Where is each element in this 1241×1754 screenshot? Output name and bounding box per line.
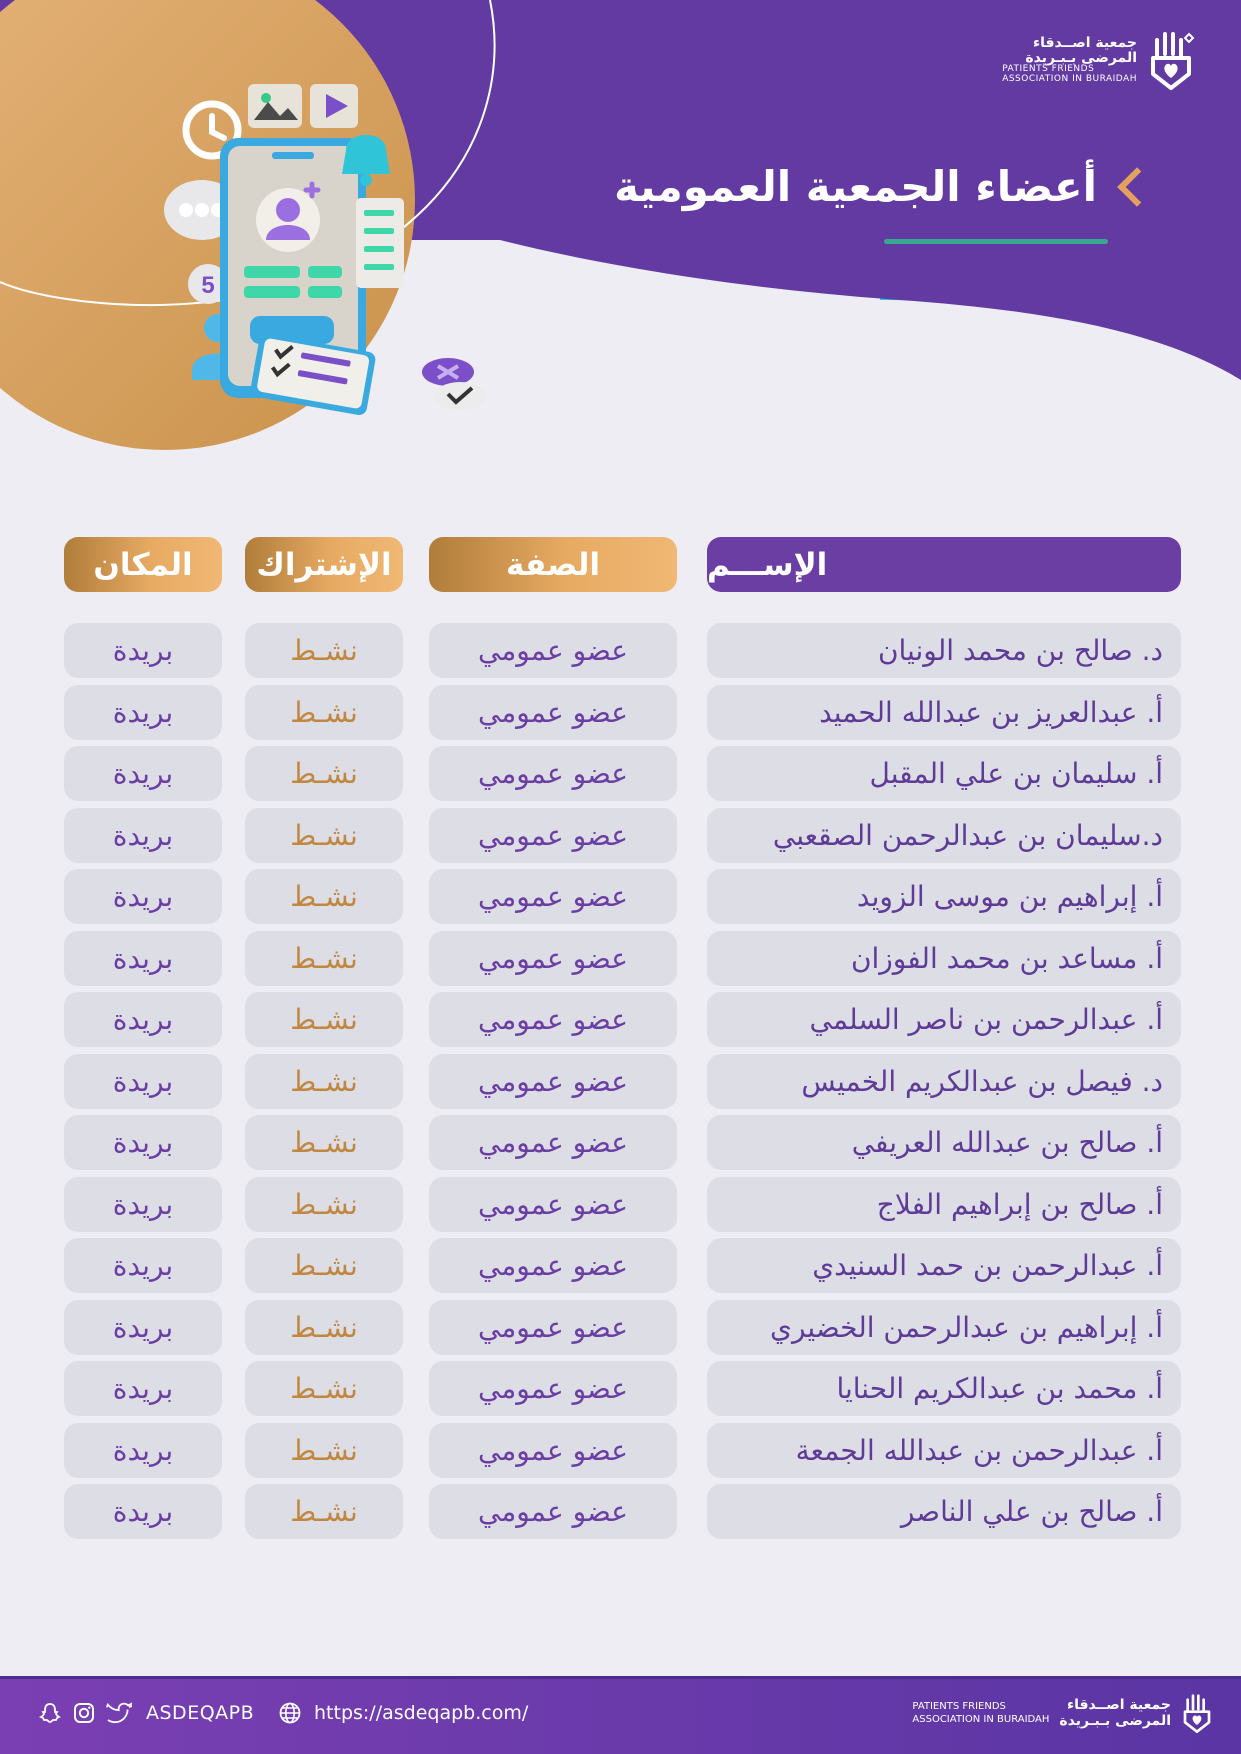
social-handle[interactable]: ASDEQAPB <box>146 1702 255 1724</box>
cell-place: بريدة <box>64 808 222 863</box>
cell-subscription: نشـط <box>245 685 403 740</box>
cell-place: بريدة <box>64 992 222 1047</box>
cell-subscription: نشـط <box>245 1361 403 1416</box>
cell-subscription: نشـط <box>245 1423 403 1478</box>
cell-role: عضو عمومي <box>429 1115 677 1170</box>
title-underline <box>884 239 1108 244</box>
cell-place: بريدة <box>64 1115 222 1170</box>
page-title-group <box>614 162 1151 211</box>
table-row <box>0 992 1241 1047</box>
table-row <box>0 1484 1241 1539</box>
website-url[interactable]: https://asdeqapb.com/ <box>314 1702 529 1724</box>
cell-name: أ. صالح بن عبدالله العريفي <box>707 1115 1181 1170</box>
cell-subscription: نشـط <box>245 1054 403 1109</box>
cell-subscription: نشـط <box>245 1238 403 1293</box>
table-row <box>0 931 1241 986</box>
table-row <box>0 623 1241 678</box>
footer-logo-ar-line1: جمعية اصــدقاء <box>1066 1696 1171 1713</box>
hand-heart-icon <box>1147 28 1195 92</box>
cell-role: عضو عمومي <box>429 1054 677 1109</box>
cell-name: أ. صالح بن علي الناصر <box>707 1484 1181 1539</box>
cell-name: أ. إبراهيم بن موسى الزويد <box>707 869 1181 924</box>
cell-role: عضو عمومي <box>429 869 677 924</box>
footer <box>0 1676 1241 1754</box>
globe-icon <box>278 1701 302 1725</box>
cell-name: أ. عبدالرحمن بن عبدالله الجمعة <box>707 1423 1181 1478</box>
cell-subscription: نشـط <box>245 1115 403 1170</box>
cell-role: عضو عمومي <box>429 1300 677 1355</box>
chevron-left-icon <box>1117 167 1157 207</box>
table-row <box>0 1115 1241 1170</box>
table-row <box>0 869 1241 924</box>
cell-role: عضو عمومي <box>429 1177 677 1232</box>
logo-name-en-line2: ASSOCIATION IN BURAIDAH <box>1002 73 1137 84</box>
cell-place: بريدة <box>64 869 222 924</box>
cell-place: بريدة <box>64 1054 222 1109</box>
twitter-icon[interactable] <box>106 1701 132 1725</box>
cell-name: أ. سليمان بن علي المقبل <box>707 746 1181 801</box>
website-link[interactable] <box>278 1701 528 1725</box>
cell-subscription: نشـط <box>245 992 403 1047</box>
cell-name: أ. محمد بن عبدالكريم الحنايا <box>707 1361 1181 1416</box>
cell-name: أ. صالح بن إبراهيم الفلاج <box>707 1177 1181 1232</box>
cell-subscription: نشـط <box>245 746 403 801</box>
cell-subscription: نشـط <box>245 1484 403 1539</box>
cell-place: بريدة <box>64 1238 222 1293</box>
cell-role: عضو عمومي <box>429 808 677 863</box>
footer-logo-ar-line2: المرضى بـبـريدة <box>1059 1713 1171 1729</box>
page-title: أعضاء الجمعية العمومية <box>614 162 1097 211</box>
cell-name: أ. إبراهيم بن عبدالرحمن الخضيري <box>707 1300 1181 1355</box>
cell-place: بريدة <box>64 685 222 740</box>
cell-place: بريدة <box>64 1361 222 1416</box>
footer-logo-en-line2: ASSOCIATION IN BURAIDAH <box>912 1714 1050 1725</box>
cell-name: د. فيصل بن عبدالكريم الخميس <box>707 1054 1181 1109</box>
cell-role: عضو عمومي <box>429 1484 677 1539</box>
logo-name-en-line1: PATIENTS FRIENDS <box>1002 64 1095 75</box>
table-row <box>0 746 1241 801</box>
table-row <box>0 1423 1241 1478</box>
cell-place: بريدة <box>64 1300 222 1355</box>
table-row <box>0 1177 1241 1232</box>
logo-name-ar-line1: جمعية اصــدقاء <box>1032 34 1137 51</box>
cell-place: بريدة <box>64 1177 222 1232</box>
table-row <box>0 685 1241 740</box>
table-row <box>0 1238 1241 1293</box>
cell-subscription: نشـط <box>245 931 403 986</box>
cell-name: أ. عبدالرحمن بن ناصر السلمي <box>707 992 1181 1047</box>
header-role: الصفة <box>429 537 677 592</box>
cell-role: عضو عمومي <box>429 1361 677 1416</box>
table-row <box>0 808 1241 863</box>
header-name: الإســـم <box>707 537 1181 592</box>
svg-text:5: 5 <box>201 272 215 299</box>
cell-place: بريدة <box>64 746 222 801</box>
cell-role: عضو عمومي <box>429 1423 677 1478</box>
cell-role: عضو عمومي <box>429 623 677 678</box>
header-place: المكان <box>64 537 222 592</box>
cell-role: عضو عمومي <box>429 992 677 1047</box>
cell-name: أ. عبدالرحمن بن حمد السنيدي <box>707 1238 1181 1293</box>
table-row <box>0 1361 1241 1416</box>
logo-name-ar-line2: المرضى بـبـريدة <box>1025 49 1137 66</box>
snapchat-icon[interactable] <box>38 1701 62 1725</box>
header-subscription: الإشتراك <box>245 537 403 592</box>
instagram-icon[interactable] <box>72 1701 96 1725</box>
cell-role: عضو عمومي <box>429 685 677 740</box>
organization-logo <box>1002 28 1195 92</box>
cell-name: د. صالح بن محمد الونيان <box>707 623 1181 678</box>
cell-subscription: نشـط <box>245 869 403 924</box>
table-row <box>0 1300 1241 1355</box>
cell-place: بريدة <box>64 623 222 678</box>
cell-role: عضو عمومي <box>429 746 677 801</box>
hand-heart-icon <box>1181 1691 1213 1735</box>
cell-name: أ. عبدالعريز بن عبدالله الحميد <box>707 685 1181 740</box>
cell-subscription: نشـط <box>245 808 403 863</box>
footer-logo <box>912 1691 1213 1735</box>
social-links <box>38 1701 254 1725</box>
cell-subscription: نشـط <box>245 623 403 678</box>
cell-role: عضو عمومي <box>429 1238 677 1293</box>
phone-illustration <box>160 80 520 460</box>
cell-name: د.سليمان بن عبدالرحمن الصقعبي <box>707 808 1181 863</box>
cell-place: بريدة <box>64 931 222 986</box>
cell-place: بريدة <box>64 1484 222 1539</box>
cell-name: أ. مساعد بن محمد الفوزان <box>707 931 1181 986</box>
cell-role: عضو عمومي <box>429 931 677 986</box>
table-row <box>0 1054 1241 1109</box>
cell-subscription: نشـط <box>245 1300 403 1355</box>
cell-place: بريدة <box>64 1423 222 1478</box>
cell-subscription: نشـط <box>245 1177 403 1232</box>
footer-logo-en-line1: PATIENTS FRIENDS <box>912 1701 1006 1712</box>
